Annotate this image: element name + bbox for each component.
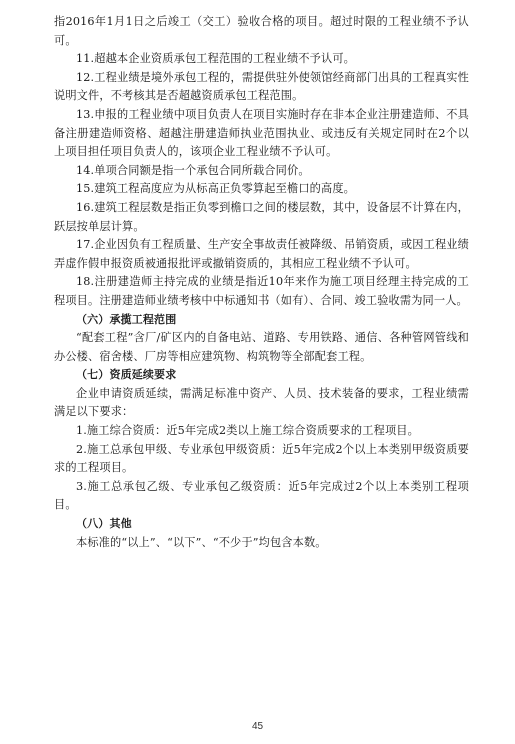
paragraph: 11.超越本企业资质承包工程范围的工程业绩不予认可。: [76, 52, 356, 66]
paragraph: “配套工程”含厂/矿区内的自备电站、道路、专用铁路、通信、各种管网管线和办公楼、宿舍楼、厂房等相应建筑物、构筑物等全部配套工程。: [54, 331, 469, 363]
paragraph: 2.施工总承包甲级、专业承包甲级资质：近5年完成2个以上本类别甲级资质要求的工程项目。: [54, 442, 469, 475]
paragraph: 15.建筑工程高度应为从标高正负零算起至檐口的高度。: [76, 182, 356, 196]
paragraph: 3.施工总承包乙级、专业承包乙级资质：近5年完成过2个以上本类别工程项目。: [54, 479, 469, 512]
paragraph: 16.建筑工程层数是指正负零到檐口之间的楼层数，其中，设备层不计算在内，跃层按单层计算。: [54, 200, 469, 233]
paragraph: 14.单项合同额是指一个承包合同所载合同价。: [76, 163, 310, 177]
paragraph: 本标准的“以上”、“以下”、“不少于”均包含本数。: [76, 535, 327, 549]
paragraph: 12.工程业绩是境外承包工程的，需提供驻外使领馆经商部门出具的工程真实性说明文件，不考核其是否超越资质承包工程范围。: [54, 70, 469, 103]
paragraph: 1.施工综合资质：近5年完成2类以上施工综合资质要求的工程项目。: [76, 424, 419, 438]
section-heading: （八）其他: [76, 517, 132, 531]
section-heading: （七）资质延续要求: [76, 368, 177, 382]
section-heading: （六）承揽工程范围: [76, 312, 177, 326]
document-body: [54, 13, 469, 552]
paragraph: 企业申请资质延续，需满足标准中资产、人员、技术装备的要求，工程业绩需满足以下要求：: [54, 386, 469, 419]
paragraph: 17.企业因负有工程质量、生产安全事故责任被降级、吊销资质，或因工程业绩弄虚作假申报资质被通报批评或撤销资质的，其相应工程业绩不予认可。: [54, 238, 469, 270]
paragraph: 13.申报的工程业绩中项目负责人在项目实施时存在非本企业注册建造师、不具备注册建造师资格、超越注册建造师执业范围执业、或违反有关规定同时在2个以上项目担任项目负责人的，该项企业工程业绩不予认可。: [54, 107, 469, 159]
paragraph: 指2016年1月1日之后竣工（交工）验收合格的项目。超过时限的工程业绩不予认可。: [54, 15, 469, 47]
page-number: 45: [251, 721, 264, 732]
paragraph: 18.注册建造师主持完成的业绩是指近10年来作为施工项目经理主持完成的工程项目。注册建造师业绩考核中中标通知书（如有）、合同、竣工验收需为同一人。: [54, 275, 469, 307]
